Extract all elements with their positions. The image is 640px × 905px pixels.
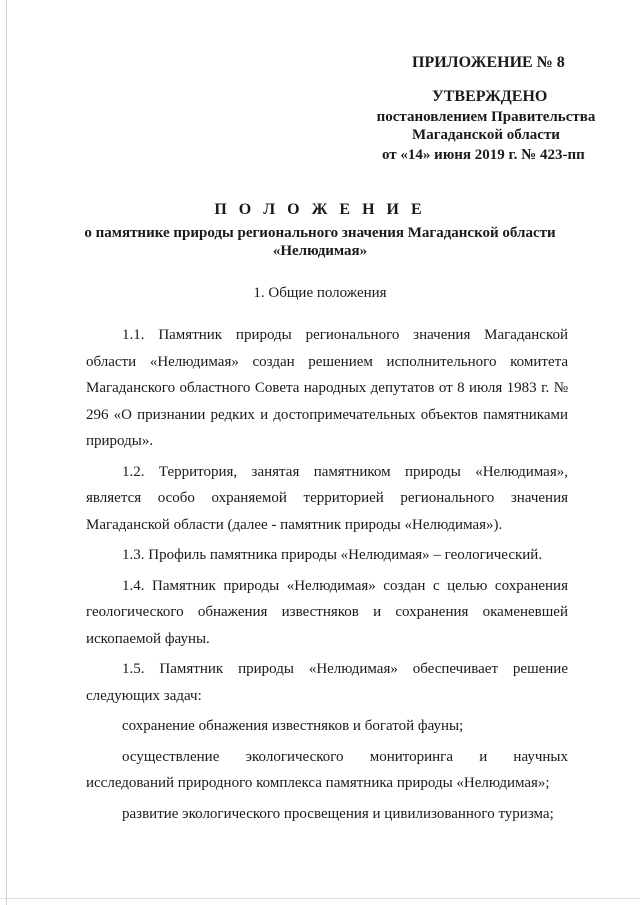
section-heading: 1. Общие положения (253, 285, 387, 301)
document-title: П О Л О Ж Е Н И Е (214, 201, 426, 218)
paragraph-1-5: 1.5. Памятник природы «Нелюдимая» обеспечивает решение следующих задач: (86, 661, 568, 704)
decree-date: от «14» июня 2019 г. № 423-пп (382, 147, 585, 163)
task-item: осуществление экологического мониторинга и научных исследований природного комплекса памятника природы «Нелюдимая»; (86, 748, 568, 791)
subtitle-line-2: «Нелюдимая» (272, 243, 368, 259)
approved-label: УТВЕРЖДЕНО (432, 88, 548, 105)
appendix-label: ПРИЛОЖЕНИЕ № 8 (412, 54, 565, 71)
subtitle-line-1: о памятнике природы регионального значения Магаданской области (84, 225, 556, 241)
paragraph-1-1: 1.1. Памятник природы регионального значения Магаданской области «Нелюдимая» создан решением исполнительного комитета Магаданского областного Совета народных депутатов от 8 июля 1983 г. № 296 «О признании редких и достопримечательных объектов памятниками природы». (86, 327, 568, 449)
document-subtitle (80, 224, 560, 260)
task-item: развитие экологического просвещения и цивилизованного туризма; (122, 805, 554, 822)
task-item: сохранение обнажения известняков и богатой фауны; (122, 718, 464, 734)
paragraph-1-2: 1.2. Территория, занятая памятником природы «Нелюдимая», является особо охраняемой территорией регионального значения Магаданской области (далее - памятник природы «Нелюдимая»). (86, 463, 568, 533)
paragraph-1-3: 1.3. Профиль памятника природы «Нелюдимая» – геологический. (122, 547, 543, 563)
scan-bottom-edge (0, 898, 640, 899)
decree-reference (372, 108, 600, 144)
decree-line-2: Магаданской области (412, 127, 560, 143)
document-body (86, 322, 568, 831)
decree-line-1: постановлением Правительства (376, 109, 596, 125)
paragraph-1-4: 1.4. Памятник природы «Нелюдимая» создан с целью сохранения геологического обнажения известняков и сохранения окаменевшей ископаемой фауны. (86, 577, 568, 647)
scan-edge-line (6, 0, 7, 905)
